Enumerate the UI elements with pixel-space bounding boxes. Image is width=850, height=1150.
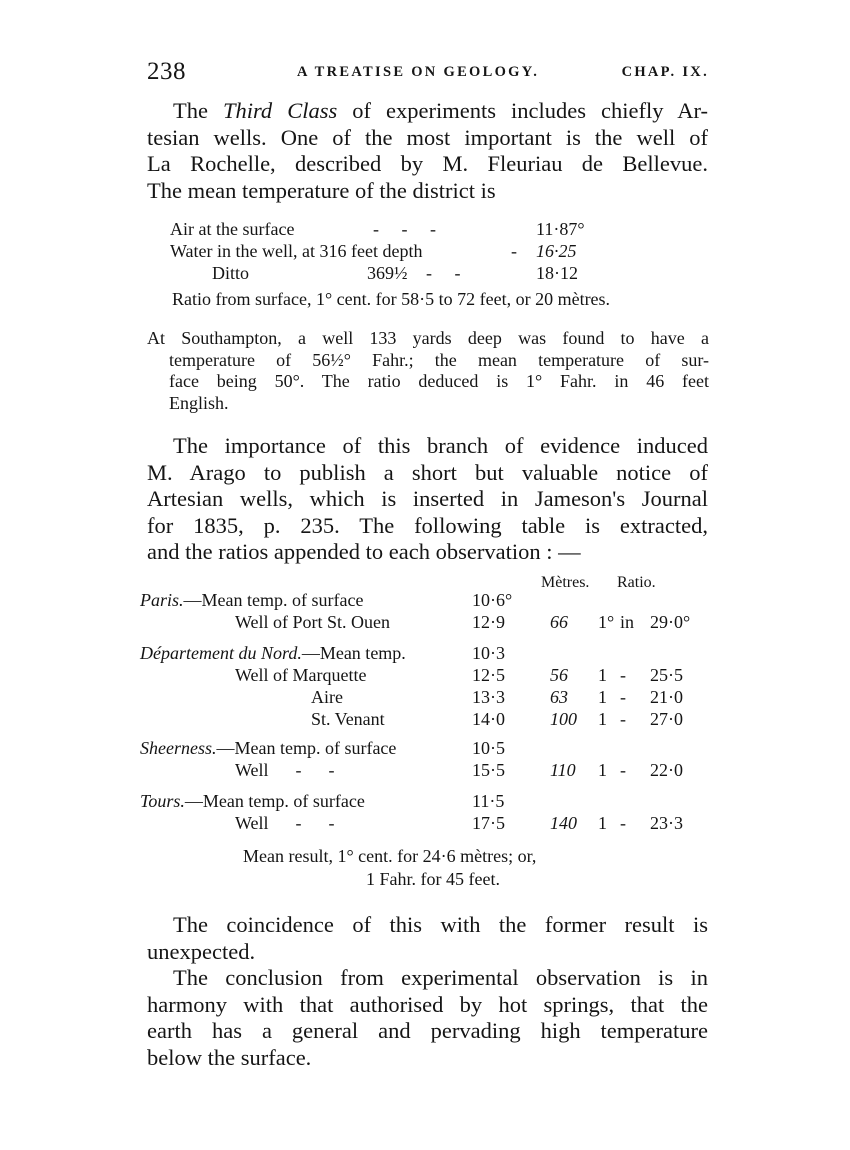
emphasis-third-class: Third Class (223, 98, 338, 123)
ratio-value: 25·5 (650, 665, 683, 685)
table-row (140, 709, 720, 731)
ratio-separator: - (620, 709, 626, 729)
row-description: St. Venant (311, 709, 385, 729)
row-label: Water in the well, at 316 feet depth (170, 241, 423, 261)
temperature-value: 18·12 (536, 263, 578, 283)
text-line: The coincidence of this with the former result is (173, 912, 708, 937)
text-line: harmony with that authorised by hot springs, that the (147, 991, 708, 1017)
ratio-unit: 1° (598, 612, 615, 632)
text-line: below the surface. (147, 1044, 312, 1070)
row-label (140, 643, 406, 664)
temperature-value: 16·25 (536, 241, 577, 261)
paragraph-southampton (147, 328, 709, 414)
ratio-separator: - (620, 813, 626, 833)
table-row (140, 612, 720, 634)
column-header-metres: Mètres. (541, 574, 590, 591)
metres-value: 110 (550, 760, 576, 780)
ratio-separator: in (620, 612, 635, 632)
temperature-value: 13·3 (472, 687, 505, 707)
metres-value: 56 (550, 665, 568, 685)
text-line: M. Arago to publish a short but valuable notice of (147, 459, 708, 485)
ratio-line: Ratio from surface, 1° cent. for 58·5 to 72 feet, or 20 mètres. (172, 289, 611, 309)
mean-result-line: 1 Fahr. for 45 feet. (366, 869, 500, 889)
place-name: Paris. (140, 590, 184, 610)
table-row (170, 219, 294, 241)
text-line: unexpected. (147, 938, 256, 964)
metres-value: 100 (550, 709, 577, 729)
running-header (147, 58, 709, 88)
paragraph-arago (147, 433, 708, 566)
chapter-label: CHAP. IX. (621, 64, 709, 80)
row-description: —Mean temp. of surface (216, 738, 397, 758)
row-label (140, 738, 396, 759)
leader-dashes: - (511, 241, 517, 261)
mean-result-line: Mean result, 1° cent. for 24·6 mètres; or, (243, 846, 537, 866)
table-row (140, 687, 720, 709)
text-line: earth has a general and pervading high temperature (147, 1018, 708, 1043)
text-line: The Third Class of experiments includes chiefly Ar- (173, 98, 708, 123)
table-row (140, 813, 720, 835)
row-label: Ditto (212, 263, 250, 283)
temperature-value: 11·5 (472, 791, 505, 811)
row-description: —Mean temp. of surface (184, 791, 365, 811)
row-description: Well of Port St. Ouen (235, 612, 391, 632)
table-row (140, 643, 720, 665)
artesian-wells-table (140, 570, 720, 900)
ratio-separator: - (620, 687, 626, 707)
ratio-value: 29·0° (650, 612, 691, 632)
column-header-ratio: Ratio. (617, 574, 656, 591)
ratio-unit: 1 (598, 687, 607, 707)
leader-dashes: - - (426, 263, 461, 283)
row-description: Well - - (235, 760, 335, 780)
temperature-value: 10·3 (472, 643, 505, 663)
paragraph-coincidence (147, 912, 708, 965)
text-line: The mean temperature of the district is (147, 177, 496, 203)
leader-dashes: - - - (373, 219, 436, 239)
text-line: The importance of this branch of evidence induced (173, 433, 708, 458)
text-line: Artesian wells, which is inserted in Jameson's Journal (147, 486, 708, 511)
text-line: At Southampton, a well 133 yards deep was found to have a (147, 328, 709, 348)
temperature-value: 10·6° (472, 590, 513, 610)
table-row (140, 738, 720, 760)
metres-value: 140 (550, 813, 577, 833)
row-description: Well - - (235, 813, 335, 833)
row-description: —Mean temp. (301, 643, 406, 663)
temperature-value: 15·5 (472, 760, 505, 780)
place-name: Sheerness. (140, 738, 217, 758)
running-title: A TREATISE ON GEOLOGY. (297, 64, 540, 80)
ratio-value: 23·3 (650, 813, 683, 833)
temperature-value: 12·5 (472, 665, 505, 685)
text-line: tesian wells. One of the most important is the well of (147, 124, 708, 150)
ratio-unit: 1 (598, 813, 607, 833)
temperature-value: 11·87° (536, 219, 585, 239)
temperature-value: 17·5 (472, 813, 505, 833)
text-line: temperature of 56½° Fahr.; the mean temperature of sur- (169, 349, 709, 370)
table-row (140, 760, 720, 782)
ratio-separator: - (620, 760, 626, 780)
place-name: Département du Nord. (140, 643, 302, 663)
temperature-value: 14·0 (472, 709, 505, 729)
paragraph-conclusion (147, 965, 708, 1071)
page-number: 238 (147, 58, 186, 85)
metres-value: 63 (550, 687, 568, 707)
ratio-unit: 1 (598, 760, 607, 780)
text-line: for 1835, p. 235. The following table is extracted, (147, 512, 708, 538)
row-label: Air at the surface (170, 219, 295, 239)
paragraph-third-class (147, 98, 708, 204)
row-label (140, 791, 365, 812)
depth-value: 369½ (367, 263, 408, 283)
ratio-separator: - (620, 665, 626, 685)
row-description: —Mean temp. of surface (183, 590, 364, 610)
table-row (140, 791, 720, 813)
text-line: The conclusion from experimental observation is in (173, 965, 708, 990)
ratio-value: 22·0 (650, 760, 683, 780)
temperature-value: 10·5 (472, 738, 505, 758)
row-label (140, 590, 363, 611)
ratio-value: 27·0 (650, 709, 683, 729)
text-line: English. (169, 392, 229, 413)
ratio-value: 21·0 (650, 687, 683, 707)
ratio-unit: 1 (598, 665, 607, 685)
place-name: Tours. (140, 791, 185, 811)
row-description: Aire (311, 687, 343, 707)
temperature-value: 12·9 (472, 612, 505, 632)
table-row (140, 590, 720, 612)
ratio-unit: 1 (598, 709, 607, 729)
text-line: and the ratios appended to each observation : — (147, 539, 581, 564)
metres-value: 66 (550, 612, 568, 632)
table-row (140, 665, 720, 687)
row-description: Well of Marquette (235, 665, 367, 685)
rochelle-temperature-table (170, 219, 710, 319)
text-line: La Rochelle, described by M. Fleuriau de Bellevue. (147, 151, 708, 176)
text-line: face being 50°. The ratio deduced is 1° Fahr. in 46 feet (169, 371, 709, 391)
